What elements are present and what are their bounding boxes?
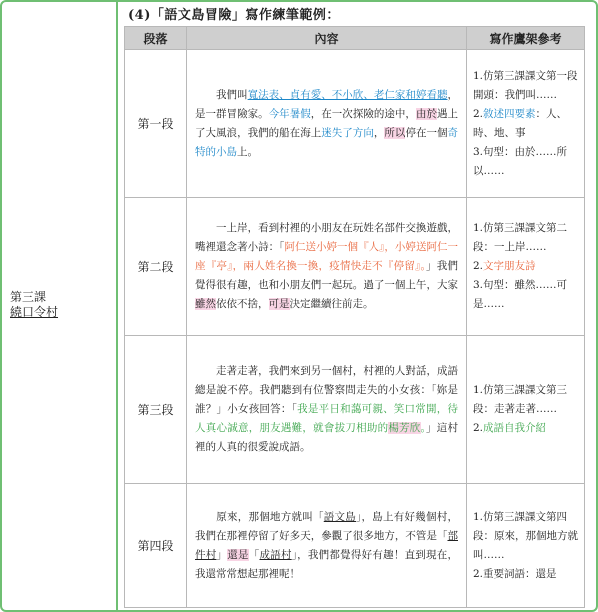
- text-run: 雖然: [195, 298, 216, 310]
- text-run: 由於: [415, 107, 438, 120]
- text-run: 迷失了方向: [321, 126, 374, 139]
- text-run: ，是一群冒險家。: [195, 88, 459, 120]
- text-run: 遇上了大風浪，我們的船在海上: [195, 107, 459, 139]
- content-cell: [187, 484, 467, 608]
- segment-cell: 第一段: [125, 50, 187, 198]
- text-run: 。: [420, 422, 427, 434]
- content-cell: [187, 50, 467, 198]
- text-run: 還是: [227, 548, 249, 561]
- scaffold-cell: [467, 484, 585, 608]
- text-run: 依依不捨，: [216, 298, 269, 310]
- scaffold-item: [473, 219, 578, 257]
- text-run: 」我們覺得很有趣，也和小朋友們一起玩。過了一個上午，大家: [195, 260, 459, 291]
- lesson-column: [0, 0, 118, 612]
- text-run: 我們叫: [216, 88, 248, 101]
- text-run: 原來，那個地方就叫「: [216, 510, 324, 523]
- text-run: 2.: [473, 422, 484, 434]
- scaffold-cell: [467, 198, 585, 336]
- text-run: ，: [373, 126, 385, 139]
- scaffold-item: [473, 143, 578, 181]
- content-cell: [187, 336, 467, 484]
- table-row: [125, 484, 585, 608]
- text-run: 部件村: [195, 529, 458, 561]
- text-run: 語文島: [323, 510, 356, 523]
- scaffold-cell: [467, 336, 585, 484]
- scaffold-item: [473, 257, 578, 276]
- segment-cell: 第二段: [125, 198, 187, 336]
- text-run: 3.句型：雖然……可是……: [473, 279, 568, 310]
- lesson-name: 繞口令村: [10, 305, 59, 319]
- text-run: 」: [216, 548, 228, 561]
- scaffold-item: [473, 276, 578, 314]
- text-run: 」，我們都覺得好有趣！直到現在，我還常常想起那裡呢！: [195, 548, 459, 580]
- text-run: 3.句型：由於……所以……: [473, 145, 568, 177]
- text-run: 楊芳欣: [388, 422, 421, 434]
- scaffold-item: [473, 105, 578, 143]
- text-run: 」，島上有好幾個村，我們在那裡停留了好多天，參觀了很多地方，不管是「: [195, 510, 458, 542]
- header-segment: 段落: [125, 27, 187, 50]
- text-run: 成語村: [259, 548, 292, 561]
- lesson-number: 第三課: [10, 290, 47, 304]
- text-run: 寬法表、貞有愛、不小欣、老仁家和婷看聽: [247, 88, 448, 101]
- text-run: 走著走著，我們來到另一個村，村裡的人對話，成語總是說不停。我們聽到有位警察問走失的小女孩：「妳是誰？」小女孩回答：「: [195, 365, 458, 415]
- text-run: 1.仿第三課課文第二段：一上岸……: [473, 222, 568, 253]
- table-row: [125, 50, 585, 198]
- scaffold-item: [473, 67, 578, 105]
- text-run: 敘述四要素: [483, 107, 536, 120]
- text-run: 「: [248, 548, 260, 561]
- text-run: 我是平日和藹可親、笑口常開，待人真心誠意，朋友遇難，就會拔刀相助的: [195, 403, 459, 434]
- segment-cell: 第三段: [125, 336, 187, 484]
- text-run: 所以: [384, 126, 406, 139]
- text-run: 1.仿第三課課文第一段開頭：我們叫……: [473, 69, 578, 101]
- text-run: 一上岸，看到村裡的小朋友在玩姓名部件交換遊戲，嘴裡還念著小詩：「: [195, 222, 458, 253]
- text-run: 」這村裡的人真的很愛說成語。: [195, 422, 459, 453]
- segment-cell: 第四段: [125, 484, 187, 608]
- scaffold-item: [473, 565, 578, 584]
- text-run: ，在一次探險的途中，: [310, 107, 416, 120]
- text-run: 停在一個: [405, 126, 448, 139]
- text-run: 文字朋友詩: [483, 260, 536, 272]
- table-row: [125, 198, 585, 336]
- text-run: 2.重要詞語：還是: [473, 567, 557, 580]
- header-scaffold: 寫作鷹架參考: [467, 27, 585, 50]
- scaffold-item: [473, 508, 578, 565]
- text-run: 可是: [268, 298, 290, 310]
- writing-example-table: [124, 26, 585, 608]
- text-run: 2.: [473, 107, 484, 120]
- scaffold-item: [473, 381, 578, 419]
- content-cell: [187, 198, 467, 336]
- scaffold-cell: [467, 50, 585, 198]
- text-run: 成語自我介紹: [483, 422, 547, 434]
- text-run: 1.仿第三課課文第四段：原來，那個地方就叫……: [473, 510, 578, 561]
- text-run: 2.: [473, 260, 484, 272]
- text-run: 阿仁送小婷一個『人』，小婷送阿仁一座『亭』，兩人姓名換一換，疫情快走不『停留』。: [195, 241, 459, 272]
- text-run: 上。: [237, 145, 258, 158]
- text-run: 今年暑假: [268, 107, 311, 120]
- scaffold-item: [473, 419, 578, 438]
- text-run: 奇特的小島: [195, 126, 459, 158]
- header-content: 內容: [187, 27, 467, 50]
- text-run: ：人、時、地、事: [473, 107, 568, 139]
- lesson-title: [10, 290, 58, 320]
- text-run: 決定繼續往前走。: [289, 298, 374, 310]
- table-row: [125, 336, 585, 484]
- table-header-row: [125, 27, 585, 50]
- text-run: 1.仿第三課課文第三段：走著走著……: [473, 384, 568, 415]
- section-title: (4)「語文島冒險」寫作練筆範例：: [128, 8, 340, 23]
